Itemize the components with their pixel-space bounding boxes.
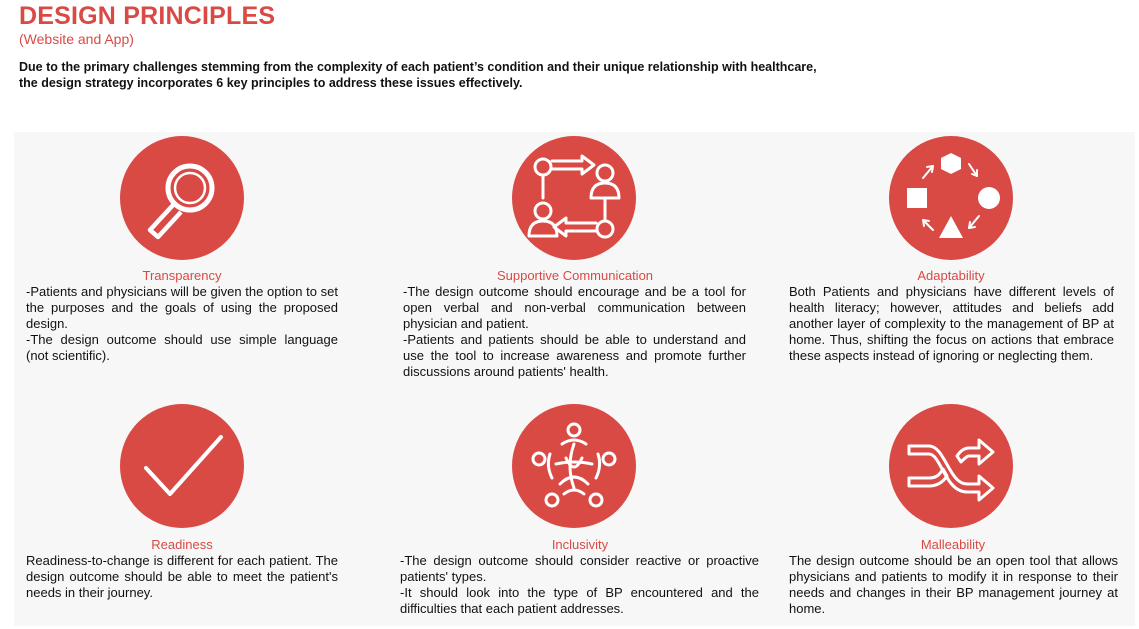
principle-line: -The design outcome should consider reactive or proactive patients' types. bbox=[400, 553, 759, 584]
principle-title: Readiness bbox=[151, 537, 213, 552]
magnifier-icon bbox=[120, 136, 244, 260]
principle-title: Adaptability bbox=[917, 268, 985, 283]
principle-description bbox=[789, 284, 1114, 364]
principle-line: Both Patients and physicians have different levels of health literacy; however, attitudes and beliefs add another layer of complexity to the management of BP at home. Thus, shifting the focus on actions that embrace these aspects instead of ignoring or neglecting them. bbox=[789, 284, 1114, 363]
principle-description bbox=[26, 284, 338, 364]
shuffle-arrows-icon bbox=[889, 404, 1013, 528]
principle-line: Readiness-to-change is different for each patient. The design outcome should be able to meet the patient's needs in their journey. bbox=[26, 553, 338, 600]
principle-description bbox=[400, 553, 759, 617]
intro-text bbox=[19, 59, 819, 91]
principle-description bbox=[26, 553, 338, 601]
principle-line: -Patients and physicians will be given the option to set the purposes and the goals of using the proposed design. bbox=[26, 284, 338, 331]
page-subtitle: (Website and App) bbox=[19, 31, 134, 47]
principle-line: -The design outcome should encourage and be a tool for open verbal and non-verbal communication between physician and patient. bbox=[403, 284, 746, 331]
principle-description bbox=[403, 284, 746, 380]
principle-description bbox=[789, 553, 1118, 617]
principle-title: Inclusivity bbox=[551, 537, 609, 552]
principle-line: The design outcome should be an open tool that allows physicians and patients to modify it in response to their needs and changes in their BP management journey at home. bbox=[789, 553, 1118, 616]
people-network-icon bbox=[512, 404, 636, 528]
checkmark-icon bbox=[120, 404, 244, 528]
principle-title: Malleability bbox=[920, 537, 986, 552]
shapes-cycle-icon bbox=[889, 136, 1013, 260]
principle-title: Transparency bbox=[142, 268, 222, 283]
principle-title: Supportive Communication bbox=[496, 268, 654, 283]
communication-cycle-icon bbox=[512, 136, 636, 260]
intro-line: Due to the primary challenges stemming from the complexity of each patient’s condition and their unique relationship with healthcare, bbox=[19, 60, 817, 74]
principle-line: -It should look into the type of BP encountered and the difficulties that each patient addresses. bbox=[400, 585, 759, 616]
intro-line: the design strategy incorporates 6 key principles to address these issues effectively. bbox=[19, 76, 523, 90]
page-title: DESIGN PRINCIPLES bbox=[19, 2, 276, 30]
principle-line: -The design outcome should use simple language (not scientific). bbox=[26, 332, 338, 363]
principle-line: -Patients and patients should be able to understand and use the tool to increase awareness and promote further discussions around patients' health. bbox=[403, 332, 746, 379]
